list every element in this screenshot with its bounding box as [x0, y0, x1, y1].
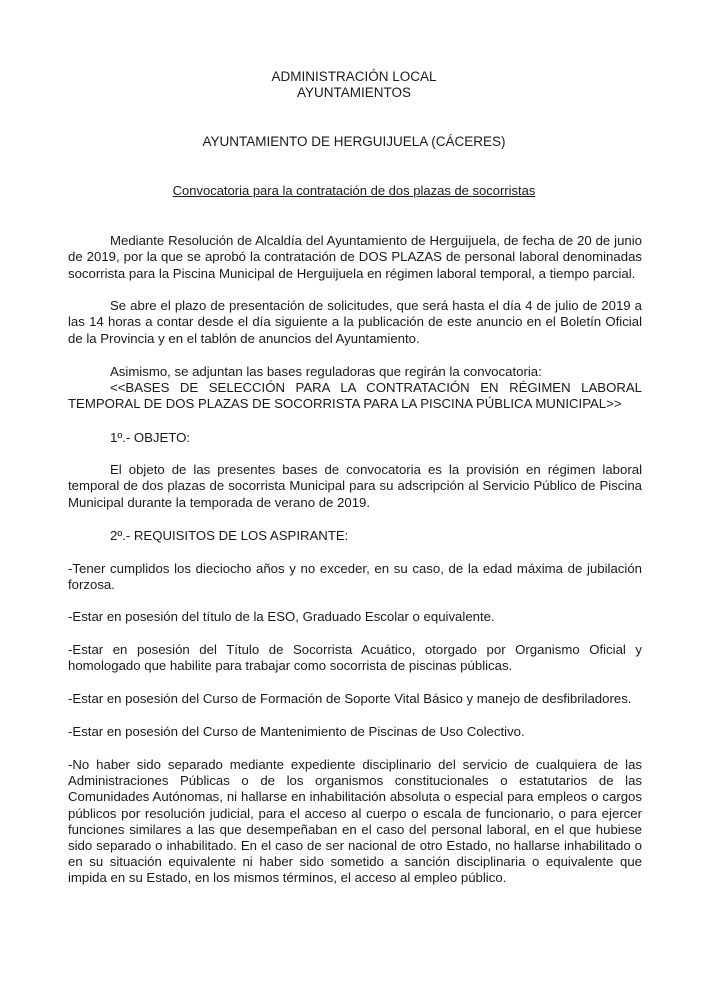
section-1-heading: 1º.- OBJETO: — [110, 430, 191, 445]
requirement-basic-life-support: -Estar en posesión del Curso de Formación de Soporte Vital Básico y manejo de desfibriladores. — [68, 691, 632, 706]
requirement-education: -Estar en posesión del título de la ESO, Graduado Escolar o equivalente. — [68, 609, 495, 624]
entity-name: AYUNTAMIENTO DE HERGUIJUELA (CÁCERES) — [202, 134, 506, 149]
requirement-pool-maintenance: -Estar en posesión del Curso de Mantenimiento de Piscinas de Uso Colectivo. — [68, 724, 525, 739]
requirement-lifeguard-title: -Estar en posesión del Título de Socorrista Acuático, otorgado por Organismo Oficial y homologado que habilite para trabajar como socorrista de piscinas públicas. — [68, 642, 642, 674]
header-line-1: ADMINISTRACIÓN LOCAL — [271, 69, 437, 84]
paragraph-bases-intro: Asimismo, se adjuntan las bases reguladoras que regirán la convocatoria: — [110, 364, 542, 379]
paragraph-deadline: Se abre el plazo de presentación de solicitudes, que será hasta el día 4 de julio de 2019 a las 14 horas a contar desde el día siguiente a la publicación de este anuncio en el Boletín Oficial de la Provincia y en el tablón de anuncios del Ayuntamiento. — [68, 298, 642, 346]
paragraph-resolution: Mediante Resolución de Alcaldía del Ayuntamiento de Herguijuela, de fecha de 20 de junio de 2019, por la que se aprobó la contratación de DOS PLAZAS de personal laboral denominadas socorrista para la Piscina Municipal de Herguijuela en régimen laboral temporal, a tiempo parcial. — [68, 233, 642, 281]
requirement-no-disqualification: -No haber sido separado mediante expediente disciplinario del servicio de cualquiera de las Administraciones Públicas o de los organismos constitucionales o estatutarios de las Comunidades Autónomas, ni hallarse en inhabilitación absoluta o especial para empleos o cargos públicos por resolución judicial, para el acceso al cuerpo o escala de funcionario, o para ejercer funciones similares a las que desempeñaban en el caso del personal laboral, en el que hubiese sido separado o inhabilitado. En el caso de ser nacional de otro Estado, no hallarse inhabilitado o en su situación equivalente ni haber sido sometido a sanción disciplinaria o equivalente que impida en su Estado, en los mismos términos, el acceso al empleo público. — [68, 757, 642, 886]
requirement-age: -Tener cumplidos los dieciocho años y no exceder, en su caso, de la edad máxima de jubilación forzosa. — [68, 561, 642, 593]
section-1-text: El objeto de las presentes bases de convocatoria es la provisión en régimen laboral temporal de dos plazas de socorrista Municipal para su adscripción al Servicio Público de Piscina Municipal durante la temporada de verano de 2019. — [68, 462, 642, 510]
header-line-2: AYUNTAMIENTOS — [296, 85, 411, 100]
section-2-heading: 2º.- REQUISITOS DE LOS ASPIRANTE: — [110, 528, 349, 543]
paragraph-bases-title: <<BASES DE SELECCIÓN PARA LA CONTRATACIÓN EN RÉGIMEN LABORAL TEMPORAL DE DOS PLAZAS DE SOCORRISTA PARA LA PISCINA PÚBLICA MUNICIPAL>> — [68, 380, 642, 412]
document-title: Convocatoria para la contratación de dos plazas de socorristas — [172, 183, 536, 198]
